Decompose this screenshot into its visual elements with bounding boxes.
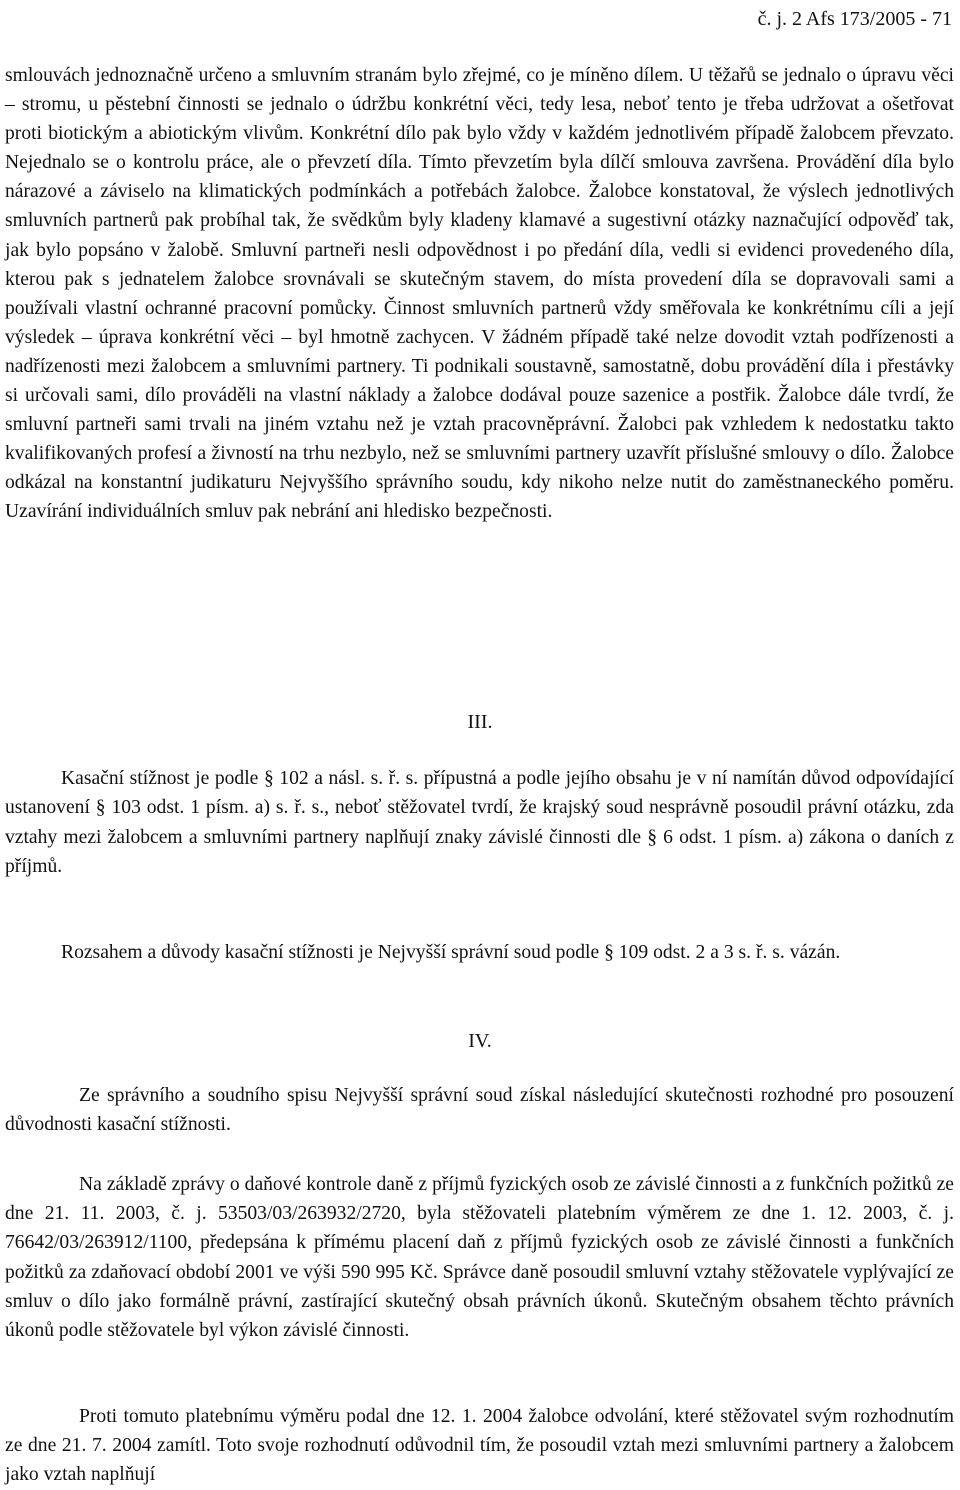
section-iv-paragraph-2 [5,1170,954,1345]
paragraph: Proti tomuto platebnímu výměru podal dne 12. 1. 2004 žalobce odvolání, které stěžovatel svým rozhodnutím ze dne 21. 7. 2004 zamítl. Toto svoje rozhodnutí odůvodnil tím, že posoudil vztah mezi smluvními partnery a žalobcem jako vztah naplňují [5,1406,954,1486]
section-ii-continued [5,61,954,527]
paragraph: Rozsahem a důvody kasační stížnosti je Nejvyšší správní soud podle § 109 odst. 2 a 3 s. ř. s. vázán. [61,942,841,963]
section-heading-iv: IV. [468,1030,492,1052]
paragraph: Ze správního a soudního spisu Nejvyšší správní soud získal následující skutečnosti rozhodné pro posouzení důvodnosti kasační stížnosti. [5,1085,954,1136]
section-iii-paragraph-1 [5,764,954,881]
paragraph-continued: smlouvách jednoznačně určeno a smluvním stranám bylo zřejmé, co je míněno dílem. U těžařů se jednalo o úpravu věci – stromu, u pěstební činnosti se jednalo o údržbu konkrétní věci, tedy lesa, neboť tento je třeba udržovat a ošetřovat proti biotickým a abiotickým vlivům. Konkrétní dílo pak bylo vždy v každém jednotlivém případě žalobcem převzato. Nejednalo se o kontrolu práce, ale o převzetí díla. Tímto převzetím byla dílčí smlouva završena. Provádění díla bylo nárazové a záviselo na klimatických podmínkách a potřebách žalobce. Žalobce konstatoval, že výslech jednotlivých smluvních partnerů pak probíhal tak, že svědkům byly kladeny klamavé a sugestivní otázky naznačující odpověď tak, jak bylo popsáno v žalobě. Smluvní partneři nesli odpovědnost i po předání díla, vedli si evidenci provedeného díla, kterou pak s jednatelem žalobce srovnávali se skutečným stavem, do místa provedení díla se dopravovali sami a používali vlastní ochranné pracovní pomůcky. Činnost smluvních partnerů vždy směřovala ke konkrétnímu cíli a její výsledek – úprava konkrétní věci – byl hmotně zachycen. V žádném případě také nelze dovodit vztah podřízenosti a nadřízenosti mezi žalobcem a smluvními partnery. Ti podnikali soustavně, samostatně, dobu provádění díla i přestávky si určovali sami, dílo prováděli na vlastní náklady a žalobce dodával pouze sazenice a postřik. Žalobce dále tvrdí, že smluvní partneři sami trvali na jiném vztahu než je vztah pracovněprávní. Žalobci pak vzhledem k nedostatku takto kvalifikovaných profesí a živností na trhu nezbylo, než se smluvními partnery uzavřít příslušné smlouvy o dílo. Žalobce odkázal na konstantní judikaturu Nejvyššího správního soudu, kdy nikoho nelze nutit do zaměstnaneckého poměru. Uzavírání individuálních smluv pak nebrání ani hledisko bezpečnosti. [5,65,954,523]
paragraph: Na základě zprávy o daňové kontrole daně z příjmů fyzických osob ze závislé činnosti a z funkčních požitků ze dne 21. 11. 2003, č. j. 53503/03/263932/2720, byla stěžovateli platebním výměrem ze dne 1. 12. 2003, č. j. 76642/03/263912/1100, předepsána k přímému placení daň z příjmů fyzických osob ze závislé činnosti a funkčních požitků za zdaňovací období 2001 ve výši 590 995 Kč. Správce daně posoudil smluvní vztahy stěžovatele vyplývající ze smluv o dílo jako formálně právní, zastírající skutečný obsah právních úkonů. Skutečným obsahem těchto právních úkonů podle stěžovatele byl výkon závislé činnosti. [5,1174,954,1342]
page-number: č. j. 2 Afs 173/2005 - 71 [757,8,952,30]
section-iv-paragraph-1 [5,1081,954,1139]
paragraph: Kasační stížnost je podle § 102 a násl. s. ř. s. přípustná a podle jejího obsahu je v ní namítán důvod odpovídající ustanovení § 103 odst. 1 písm. a) s. ř. s., neboť stěžovatel tvrdí, že krajský soud nesprávně posoudil právní otázku, zda vztahy mezi žalobcem a smluvními partnery naplňují znaky závislé činnosti dle § 6 odst. 1 písm. a) zákona o daních z příjmů. [5,768,954,877]
section-iv-paragraph-3 [5,1402,954,1490]
section-iii-paragraph-2 [5,938,954,967]
section-heading-iii: III. [467,711,493,733]
